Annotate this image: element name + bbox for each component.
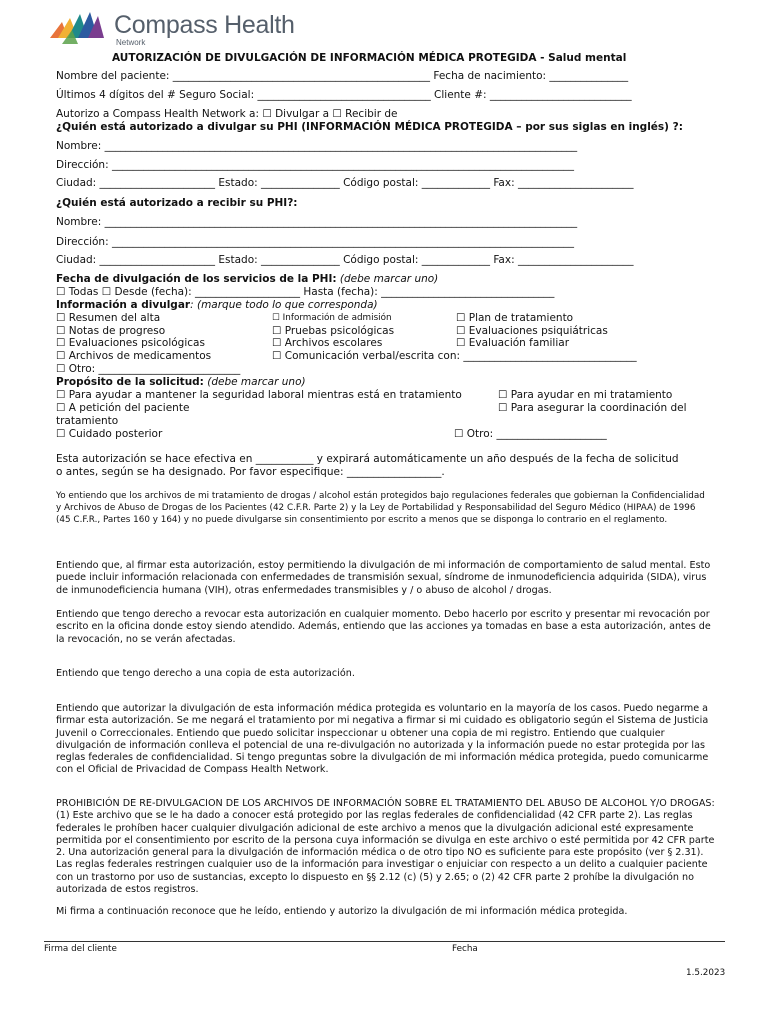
info-col2-0[interactable]: ☐ Información de admisión	[272, 313, 392, 323]
paragraph-voluntary: Entiendo que autorizar la divulgación de esta información médica protegida es voluntario en la mayoría de los casos. Puedo negarme a firmar esta autorización. Se me negará el tratamiento por mi negativa a firmar si mi cuidado es obligatorio según el Sistema de Justicia Juvenil o Correccionales. Entiendo que puedo solicitar inspeccionar u obtener una copia de mi registro. Entiendo que cualquier divulgación de información conlleva el potencial de una re-divulgación no autorizada y la información puede no estar protegida por las reglas federales de confidencialidad. Si tengo preguntas sobre la divulgación de mi información médica protegida, puedo comunicarme con el Oficial de Privacidad de Compass Health Network.	[56, 703, 709, 776]
purpose-left-3[interactable]: ☐ Cuidado posterior	[56, 428, 163, 440]
info-col2-3[interactable]: ☐ Comunicación verbal/escrita con: _________________________________	[272, 350, 637, 362]
paragraph-copy: Entiendo que tengo derecho a una copia de esta autorización.	[56, 668, 355, 679]
info-col3-1[interactable]: ☐ Evaluaciones psiquiátricas	[456, 325, 608, 337]
dates-note: (debe marcar uno)	[339, 273, 439, 285]
paragraph-signature-ack: Mi firma a continuación reconoce que he leído, entiendo y autorizo la divulgación de mi información médica protegida.	[56, 906, 628, 917]
info-col1-1[interactable]: ☐ Notas de progreso	[56, 325, 166, 337]
purpose-heading: Propósito de la solicitud:	[56, 376, 204, 388]
dates-heading-row	[56, 273, 438, 285]
signature-line[interactable]	[44, 941, 725, 942]
receive-name-line[interactable]: Nombre: __________________________________________________________________________________________	[56, 216, 578, 228]
info-col1-3[interactable]: ☐ Archivos de medicamentos	[56, 350, 212, 362]
info-col2-2[interactable]: ☐ Archivos escolares	[272, 337, 383, 349]
purpose-left-2: tratamiento	[56, 415, 119, 427]
paragraph-drug-alcohol: Yo entiendo que los archivos de mi tratamiento de drogas / alcohol están protegidos bajo regulaciones federales que gobiernan la Confidencialidad y Archivos de Abuso de Drogas de los Pacientes (42 C.F.R. Parte 2) y la Ley de Portabilidad y Responsabilidad del Seguro Médico (HIPAA) de 1996 (45 C.F.R., Partes 160 y 164) y no puede divulgarse sin consentimiento por escrito a menos que se disponga lo contrario en el reglamento.	[56, 491, 705, 526]
disclose-heading: ¿Quién está autorizado a divulgar su PHI (INFORMACIÓN MÉDICA PROTEGIDA – por sus siglas en inglés) ?:	[56, 121, 683, 133]
info-col1-0[interactable]: ☐ Resumen del alta	[56, 312, 161, 324]
purpose-right-0[interactable]: ☐ Para ayudar en mi tratamiento	[498, 389, 673, 401]
version-date: 1.5.2023	[686, 968, 726, 978]
paragraph-prohibition: PROHIBICIÓN DE RE-DIVULGACION DE LOS ARCHIVOS DE INFORMACIÓN SOBRE EL TRATAMIENTO DEL ABUSO DE ALCOHOL Y/O DROGAS: (1) Este archivo que se le ha dado a conocer está protegido por las reglas federales de confidencialidad (42 CFR parte 2). Las reglas federales le prohíben hacer cualquier divulgación adicional de este archivo a menos que la divulgación adicional esté expresamente permitida por el consentimiento por escrito de la persona cuya información se divulga en este archivo o esté permitida por 42 CFR parte 2. Una autorización general para la divulgación de información médica o de otro tipo NO es suficiente para este propósito (ver § 2.31). Las reglas federales restringen cualquier uso de la información para investigar o enjuiciar con respecto a un delito a cualquier paciente con un trastorno por uso de sustancias, excepto lo dispuesto en §§ 2.12 (c) (5) y 2.65; o (2) 42 CFR parte 2 prohíbe la divulgación no autorizada de estos registros.	[56, 798, 715, 896]
purpose-left-0[interactable]: ☐ Para ayudar a mantener la seguridad laboral mientras está en tratamiento	[56, 389, 462, 401]
date-label: Fecha	[452, 944, 478, 954]
purpose-left-1[interactable]: ☐ A petición del paciente	[56, 402, 190, 414]
info-col3-2[interactable]: ☐ Evaluación familiar	[456, 337, 570, 349]
info-col3-0[interactable]: ☐ Plan de tratamiento	[456, 312, 574, 324]
info-note: : (marque todo lo que corresponda)	[190, 299, 378, 311]
purpose-right-2[interactable]: ☐ Otro: _____________________	[454, 428, 607, 440]
patient-name-line[interactable]: Nombre del paciente: _________________________________________________ Fecha de nacimiento: _______________	[56, 70, 629, 82]
info-heading-row	[56, 299, 378, 311]
logo-name: Compass Health	[114, 11, 295, 39]
authorize-line[interactable]: Autorizo a Compass Health Network a: ☐ Divulgar a ☐ Recibir de	[56, 108, 398, 120]
disclose-address-line[interactable]: Dirección: ________________________________________________________________________________________	[56, 159, 574, 171]
expiry-line-2[interactable]: o antes, según se ha designado. Por favor especifique: __________________.	[56, 466, 445, 478]
purpose-note: (debe marcar uno)	[207, 376, 306, 388]
dates-heading: Fecha de divulgación de los servicios de la PHI:	[56, 273, 337, 285]
expiry-line-1[interactable]: Esta autorización se hace efectiva en ___________ y expirará automáticamente un año después de la fecha de solicitud	[56, 453, 679, 465]
paragraph-mental-health: Entiendo que, al firmar esta autorización, estoy permitiendo la divulgación de mi información de comportamiento de salud mental. Esto puede incluir información relacionada con enfermedades de transmisión sexual, síndrome de inmunodeficiencia adquirida (SIDA), virus de inmunodeficiencia humana (VIH), otras enfermedades transmisibles y / o abuso de alcohol / drogas.	[56, 560, 711, 596]
receive-address-line[interactable]: Dirección: ________________________________________________________________________________________	[56, 236, 574, 248]
receive-city-line[interactable]: Ciudad: ______________________ Estado: _______________ Código postal: _____________ Fax: ______________________	[56, 254, 634, 266]
info-col1-2[interactable]: ☐ Evaluaciones psicológicas	[56, 337, 205, 349]
purpose-heading-row	[56, 376, 306, 388]
info-heading: Información a divulgar	[56, 299, 191, 311]
purpose-right-1[interactable]: ☐ Para asegurar la coordinación del	[498, 402, 687, 414]
compass-health-logo-icon	[48, 8, 110, 48]
disclose-city-line[interactable]: Ciudad: ______________________ Estado: _______________ Código postal: _____________ Fax: ______________________	[56, 177, 634, 189]
info-col2-1[interactable]: ☐ Pruebas psicológicas	[272, 325, 395, 337]
info-col1-4[interactable]: ☐ Otro: ___________________________	[56, 363, 241, 375]
logo-sub: Network	[116, 38, 146, 47]
disclose-name-line[interactable]: Nombre: __________________________________________________________________________________________	[56, 140, 578, 152]
receive-heading: ¿Quién está autorizado a recibir su PHI?:	[56, 197, 298, 209]
ssn-line[interactable]: Últimos 4 dígitos del # Seguro Social: _________________________________ Cliente #: ___________________________	[56, 89, 632, 101]
dates-line[interactable]: ☐ Todas ☐ Desde (fecha): ____________________ Hasta (fecha): _________________________________	[56, 286, 555, 298]
logo	[48, 8, 295, 48]
client-signature-label: Firma del cliente	[44, 944, 117, 954]
paragraph-revoke: Entiendo que tengo derecho a revocar esta autorización en cualquier momento. Debo hacerlo por escrito y presentar mi revocación por escrito en la oficina donde estoy siendo atendido. Además, entiendo que las acciones ya tomadas en base a esta autorización, antes de la revocación, no se verán afectadas.	[56, 609, 711, 645]
document-title: AUTORIZACIÓN DE DIVULGACIÓN DE INFORMACIÓN MÉDICA PROTEGIDA - Salud mental	[112, 52, 627, 64]
